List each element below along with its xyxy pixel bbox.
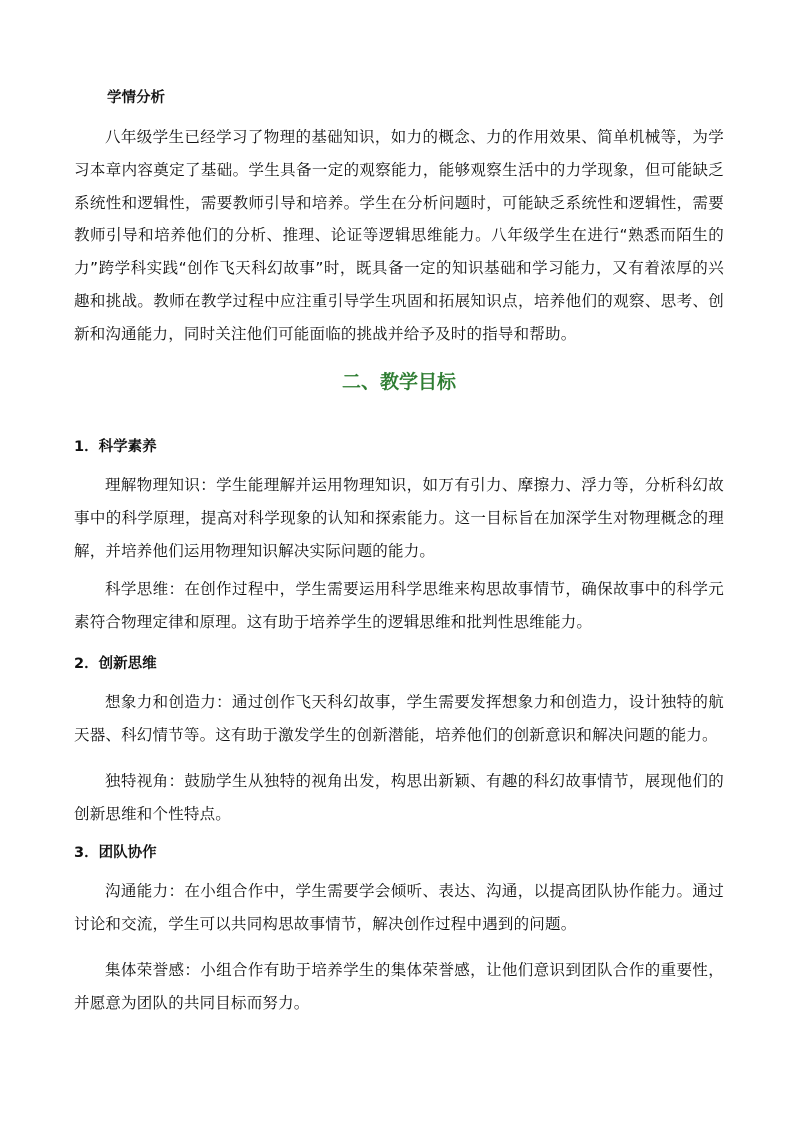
goal-paragraph: 沟通能力：在小组合作中，学生需要学会倾听、表达、沟通，以提高团队协作能力。通过讨论和交流，学生可以共同构思故事情节，解决创作过程中遇到的问题。: [74, 882, 724, 933]
section-title-teaching-goals: 二、教学目标: [341, 371, 456, 393]
goal-paragraph: 想象力和创造力：通过创作飞天科幻故事，学生需要发挥想象力和创造力，设计独特的航天器、科幻情节等。这有助于激发学生的创新潜能，培养他们的创新意识和解决问题的能力。: [74, 693, 724, 744]
goal-heading-teamwork: 3．团队协作: [74, 845, 157, 861]
analysis-paragraph: 八年级学生已经学习了物理的基础知识，如力的概念、力的作用效果、简单机械等，为学习本章内容奠定了基础。学生具备一定的观察能力，能够观察生活中的力学现象，但可能缺乏系统性和逻辑性，需要教师引导和培养。学生在分析问题时，可能缺乏系统性和逻辑性，需要教师引导和培养他们的分析、推理、论证等逻辑思维能力。八年级学生在进行“熟悉而陌生的力”跨学科实践“创作飞天科幻故事”时，既具备一定的知识基础和学习能力，又有着浓厚的兴趣和挑战。教师在教学过程中应注重引导学生巩固和拓展知识点，培养他们的观察、思考、创新和沟通能力，同时关注他们可能面临的挑战并给予及时的指导和帮助。: [74, 128, 724, 343]
analysis-heading: 学情分析: [107, 90, 165, 106]
goal-paragraph: 独特视角：鼓励学生从独特的视角出发，构思出新颖、有趣的科幻故事情节，展现他们的创新思维和个性特点。: [74, 772, 724, 823]
goal-heading-scientific-literacy: 1．科学素养: [74, 439, 157, 455]
goal-paragraph: 集体荣誉感：小组合作有助于培养学生的集体荣誉感，让他们意识到团队合作的重要性，并愿意为团队的共同目标而努力。: [74, 961, 724, 1012]
goal-paragraph: 科学思维：在创作过程中，学生需要运用科学思维来构思故事情节，确保故事中的科学元素符合物理定律和原理。这有助于培养学生的逻辑思维和批判性思维能力。: [74, 580, 724, 631]
goal-heading-innovative-thinking: 2．创新思维: [74, 656, 157, 672]
goal-paragraph: 理解物理知识：学生能理解并运用物理知识，如万有引力、摩擦力、浮力等，分析科幻故事中的科学原理，提高对科学现象的认知和探索能力。这一目标旨在加深学生对物理概念的理解，并培养他们运用物理知识解决实际问题的能力。: [74, 476, 724, 560]
